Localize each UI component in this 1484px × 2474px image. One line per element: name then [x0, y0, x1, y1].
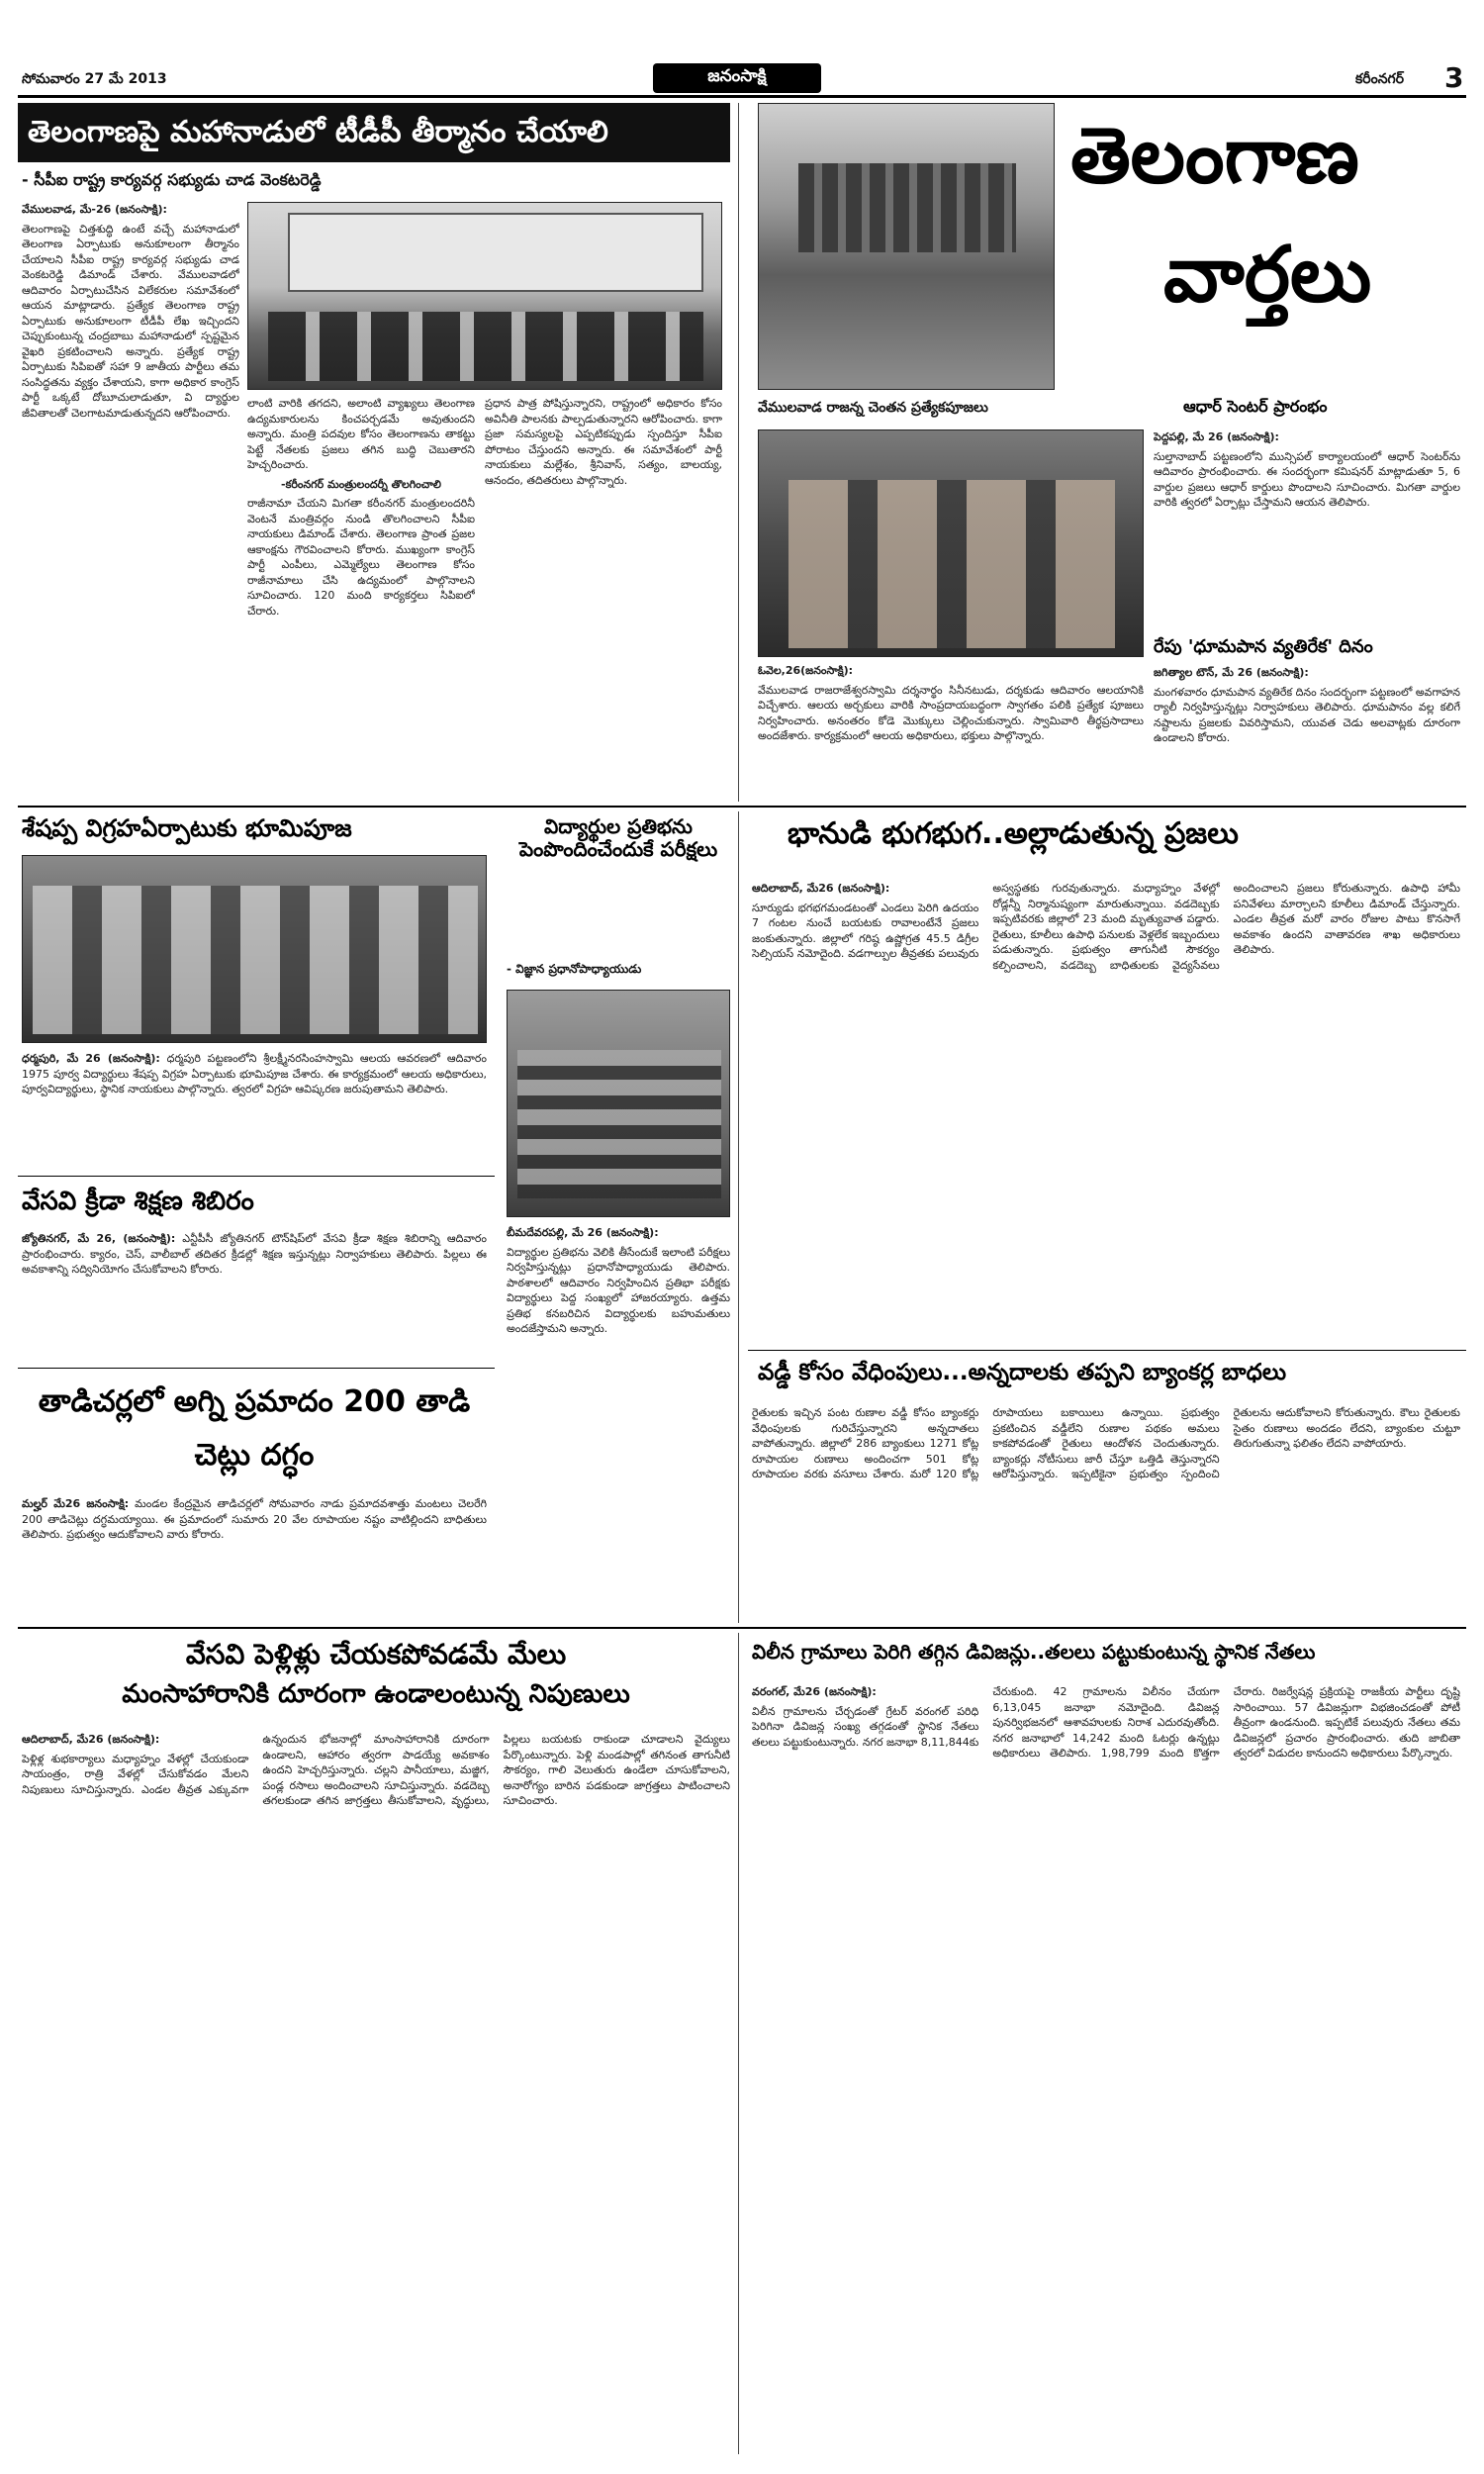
- top-story: [18, 103, 730, 802]
- students-dateline: బీమదేవరపల్లి, మే 26 (జనంసాక్షి):: [507, 1226, 659, 1239]
- summer-camp-dateline: జ్యోతినగర్‌, మే 26, (జనంసాక్షి):: [22, 1232, 176, 1245]
- smoking-body: [1154, 665, 1460, 798]
- summer-camp-text: ఎన్టీపీసీ జ్యోతినగర్‌ టౌన్‌షిప్‌లో వేసవి క్రీడా శిక్షణ శిబిరాన్ని ఆదివారం ప్రారంభించారు. క్యారం, చెస్‌, వాలీబాల్‌ తదితర క్రీడల్లో శిక్షణ ఇస్తున్నట్లు నిర్వాహకులు తెలిపారు. పిల్లలు ఈ అవకాశాన్ని సద్వినియోగం చేసుకోవాలని కోరారు.: [22, 1232, 487, 1276]
- vaddi-story: [748, 1350, 1466, 1623]
- page-number: 3: [1444, 61, 1464, 94]
- top-story-col-3: [485, 396, 722, 796]
- weddings-text: పెళ్లిళ్ల శుభకార్యాలు మధ్యాహ్నం వేళల్లో చేయకుండా సాయంత్రం, రాత్రి వేళల్లో చేసుకోవడం మేలని నిపుణులు సూచిస్తున్నారు. ఎండల తీవ్రత ఎక్కువగా ఉన్నందున భోజనాల్లో మాంసాహారానికి దూరంగా ఉండాలని, ఆహారం త్వరగా పాడయ్యే అవకాశం ఉందని హెచ్చరిస్తున్నారు. చల్లని పానీయాలు, మజ్జిగ, పండ్ల రసాలు అందించాలని సూచిస్తున్నారు. వడదెబ్బ తగలకుండా తగిన జాగ్రత్తలు తీసుకోవాలని, వృద్ధులు, పిల్లలు బయటకు రాకుండా చూడాలని వైద్యులు పేర్కొంటున్నారు. పెళ్లి మండపాల్లో తగినంత తాగునీటి సౌకర్యం, గాలి వెలుతురు ఉండేలా చూసుకోవాలని, అనారోగ్యం బారిన పడకుండా జాగ్రత్తలు పాటించాలని సూచించారు.: [22, 1733, 730, 1807]
- top-story-body-3: రాజీనామా చేయని మిగతా కరీంనగర్‌ మంత్రులందరినీ వెంటనే మంత్రివర్గం నుండి తొలగించాలని సీపీఐ నాయకులు డిమాండ్‌ చేశారు. తెలంగాణ ప్రాంత ప్రజల ఆకాంక్షను గౌరవించాలని కోరారు. ముఖ్యంగా కాంగ్రెస్‌ పార్టీ ఎంపీలు, ఎమ్మెల్యేలు తెలంగాణ కోసం రాజీనామాలు చేసి ఉద్యమంలో పాల్గొనాలని సూచించారు. 120 మంది కార్యకర్తలు సిపిఐలో చేరారు.: [247, 497, 475, 618]
- top-story-subcaption: -కరీంనగర్‌ మంత్రులందర్నీ తొలగించాలి: [281, 477, 441, 491]
- press-club-banner: [288, 213, 703, 292]
- top-story-col-1: [22, 202, 239, 796]
- summer-weddings-story: [18, 1633, 734, 2454]
- sheshappa-story: [18, 811, 495, 1168]
- students-story: [503, 811, 734, 1623]
- sheshappa-body: [22, 1051, 487, 1162]
- top-story-headline: తెలంగాణపై మహానాడులో టీడీపీ తీర్మానం చేయాలి: [28, 114, 608, 149]
- smoking-text: మంగళవారం ధూమపాన వ్యతిరేక దినం సందర్భంగా పట్టణంలో అవగాహన ర్యాలీ నిర్వహిస్తున్నట్లు నిర్వాహకులు తెలిపారు. ధూమపానం వల్ల కలిగే నష్టాలను ప్రజలకు వివరిస్తామని, యువత చెడు అలవాట్లకు దూరంగా ఉండాలని కోరారు.: [1154, 685, 1460, 744]
- sheshappa-headline: శేషప్ప విగ్రహఏర్పాటుకు భూమిపూజ: [22, 814, 352, 842]
- students-text: విద్యార్థుల ప్రతిభను వెలికి తీసేందుకే ఇలాంటి పరీక్షలు నిర్వహిస్తున్నట్లు ప్రధానోపాధ్యాయుడు తెలిపారు. పాఠశాలలో ఆదివారం నిర్వహించిన ప్రతిభా పరీక్షకు విద్యార్థులు పెద్ద సంఖ్యలో హాజరయ్యారు. ఉత్తమ ప్రతిభ కనబరిచిన విద్యార్థులకు బహుమతులు అందజేస్తామని అన్నారు.: [507, 1245, 730, 1335]
- top-story-byline: - సీపీఐ రాష్ట్ర కార్యవర్గ సభ్యుడు చాడ వెంకటరెడ్డి: [22, 170, 322, 189]
- students-byline: - విజ్ఞాన ప్రధానోపాధ్యాయుడు: [507, 962, 642, 976]
- aadhar-dateline: పెద్దపల్లి, మే 26 (జనంసాక్షి):: [1154, 430, 1279, 443]
- sheshappa-text: ధర్మపురి పట్టణంలోని శ్రీలక్ష్మీనరసింహస్వామి ఆలయ ఆవరణలో ఆదివారం 1975 పూర్వ విద్యార్థులు శేషప్ప విగ్రహ ఏర్పాటుకు భూమిపూజ చేశారు. ఈ కార్యక్రమంలో ఆలయ అధికారులు, పూర్వవిద్యార్థులు, స్థానిక నాయకులు పాల్గొన్నారు. త్వరలో విగ్రహ ఆవిష్కరణ జరుపుతామని తెలిపారు.: [22, 1052, 487, 1095]
- section-rule-1: [18, 806, 1466, 808]
- weddings-headline-2: మంసాహారానికి దూరంగా ఉండాలంటున్న నిపుణులు: [122, 1679, 630, 1709]
- masthead-rule: [18, 95, 1466, 98]
- weddings-dateline: ఆదిలాబాద్‌, మే26 (జనంసాక్షి):: [22, 1733, 160, 1746]
- mid-divider: [738, 811, 739, 1623]
- section-rule-2: [18, 1627, 1466, 1629]
- summer-camp-body: [22, 1231, 487, 1360]
- smoking-dateline: జగిత్యాల టౌన్‌, మే 26 (జనంసాక్షి):: [1154, 666, 1309, 679]
- students-body: [507, 1225, 730, 1619]
- aadhar-body: [1154, 429, 1460, 627]
- fire-story: [18, 1368, 495, 1615]
- top-story-col-2: [247, 396, 475, 796]
- bottom-divider: [738, 1633, 739, 2454]
- fire-headline: తాడిచర్లలో అగ్ని ప్రమాదం 200 తాడి చెట్లు దగ్ధం: [38, 1384, 471, 1473]
- top-story-body-4: ప్రధాన పాత్ర పోషిస్తున్నారని, రాష్ట్రంలో అధికారం కోసం అవినీతి పాలనకు పాల్పడుతున్నారని ఆరోపించారు. కాగా ప్రజా సమస్యలపై ఎప్పటికప్పుడు స్పందిస్తూ సీపీఐ పోరాటం చేస్తుందని అన్నారు. ఈ సమావేశంలో పార్టీ నాయకులు మల్లేశం, శ్రీనివాస్‌, సత్యం, బాలయ్య, ఆనందం, తదితరులు పాల్గొన్నారు.: [485, 397, 722, 487]
- aadhar-headline: ఆధార్‌ సెంటర్‌ ప్రారంభం: [1183, 397, 1328, 416]
- villages-body: [752, 1684, 1460, 2450]
- exam-hall-photo: [507, 990, 730, 1217]
- section-title-line2: వార్తలు: [1163, 231, 1372, 320]
- bhanudu-headline: భానుడి భుగభుగ..అల్లాడుతున్న ప్రజలు: [788, 816, 1239, 851]
- masthead-logo: [653, 63, 821, 93]
- villages-dateline: వరంగల్‌, మే26 (జనంసాక్షి):: [752, 1685, 877, 1698]
- temple-dateline: ఓవెల,26(జనంసాక్షి):: [758, 664, 854, 677]
- masthead-date: సోమవారం 27 మే 2013: [22, 71, 167, 87]
- section-title-line1: తెలంగాణ: [1070, 112, 1359, 201]
- fort-photo: [758, 103, 1055, 390]
- paper-name: జనంసాక్షి: [707, 66, 767, 86]
- bhanudu-story: [748, 811, 1466, 1346]
- fire-dateline: మల్హర్‌ మే26 జనంసాక్షి:: [22, 1497, 130, 1510]
- top-divider: [738, 103, 739, 802]
- fort-walls: [798, 163, 1016, 252]
- masthead-edition: కరీంనగర్: [1355, 71, 1404, 87]
- masthead: [0, 0, 1484, 99]
- temple-text: వేములవాడ రాజరాజేశ్వరస్వామి దర్శనార్థం సినీనటుడు, దర్శకుడు ఆదివారం ఆలయానికి విచ్చేశారు. ఆలయ అర్చకులు వారికి సాంప్రదాయబద్ధంగా స్వాగతం పలికి ప్రత్యేక పూజలు నిర్వహించారు. అనంతరం కోడె మొక్కులు చెల్లించుకున్నారు. స్వామివారి తీర్థప్రసాదాలు అందజేశారు. కార్యక్రమంలో ఆలయ అధికారులు, భక్తులు పాల్గొన్నారు.: [758, 683, 1144, 742]
- ceremony-figures: [33, 886, 478, 1034]
- desks: [517, 1050, 721, 1198]
- top-story-headline-bar: [18, 103, 730, 162]
- top-story-body-2: లాంటి వారికి తగదని, అలాంటి వ్యాఖ్యలు తెలంగాణ ఉద్యమకారులను కించపర్చడమే అవుతుందని అన్నారు. మంత్రి పదవుల కోసం తెలంగాణను తాకట్టు పెట్టే నేతలకు ప్రజలు తగిన బుద్ధి చెబుతారని హెచ్చరించారు.: [247, 397, 475, 471]
- summer-camp-story: [18, 1176, 495, 1364]
- temple-photo-caption: వేములవాడ రాజన్న చెంతన ప్రత్యేకపూజలు: [758, 400, 988, 416]
- weddings-headline-1: వేసవి పెళ్లిళ్లు చేయకపోవడమే మేలు: [185, 1638, 567, 1670]
- vaddi-headline: వడ్డీ కోసం వేధింపులు...అన్నదాలకు తప్పని బ్యాంకర్ల బాధలు: [758, 1360, 1287, 1385]
- bhanudu-text: సూర్యుడు భగభగమండటంతో ఎండలు పెరిగి ఉదయం 7 గంటల నుంచే బయటకు రావాలంటేనే ప్రజలు జంకుతున్నారు. జిల్లాలో గరిష్ఠ ఉష్ణోగ్రత 45.5 డిగ్రీల సెల్సియస్‌ నమోదైంది. వడగాల్పుల తీవ్రతకు పలువురు అస్వస్థతకు గురవుతున్నారు. మధ్యాహ్నం వేళల్లో రోడ్లన్నీ నిర్మానుష్యంగా మారుతున్నాయి. వడదెబ్బకు ఇప్పటివరకు జిల్లాలో 23 మంది మృత్యువాత పడ్డారు. రైతులు, కూలీలు ఉపాధి పనులకు వెళ్లలేక ఇబ్బందులు పడుతున్నారు. ప్రభుత్వం తాగునీటి సౌకర్యం కల్పించాలని, వడదెబ్బ బాధితులకు వైద్యసేవలు అందించాలని ప్రజలు కోరుతున్నారు. ఉపాధి హామీ పనివేళలు మార్చాలని కూలీలు డిమాండ్‌ చేస్తున్నారు. ఎండల తీవ్రత మరో వారం రోజుల పాటు కొనసాగే అవకాశం ఉందని వాతావరణ శాఖ అధికారులు తెలిపారు.: [752, 882, 1460, 972]
- bhanudu-dateline: ఆదిలాబాద్‌, మే26 (జనంసాక్షి):: [752, 882, 890, 895]
- fire-rule: [18, 1368, 495, 1369]
- temple-body: [758, 663, 1144, 798]
- vaddi-body: [752, 1405, 1460, 1619]
- weddings-body: [22, 1732, 730, 2450]
- villages-text: విలీన గ్రామాలను చేర్చడంతో గ్రేటర్‌ వరంగల్‌ పరిధి పెరిగినా డివిజన్ల సంఖ్య తగ్గడంతో స్థానిక నేతలు తలలు పట్టుకుంటున్నారు. నగర జనాభా 8,11,844కు చేరుకుంది. 42 గ్రామాలను విలీనం చేయగా 6,13,045 జనాభా నమోదైంది. డివిజన్ల పునర్విభజనలో ఆశావహులకు నిరాశ ఎదురవుతోంది. నగర జనాభాలో 14,242 మంది ఓటర్లు ఉన్నట్లు అధికారులు తెలిపారు. 1,98,799 మంది కొత్తగా చేరారు. రిజర్వేషన్ల ప్రక్రియపై రాజకీయ పార్టీలు దృష్టి సారించాయి. 57 డివిజన్లుగా విభజించడంతో పోటీ తీవ్రంగా ఉండనుంది. ఇప్పటికే పలువురు నేతలు తమ డివిజన్లలో ప్రచారం ప్రారంభించారు. తుది జాబితా త్వరలో విడుదల కానుందని అధికారులు పేర్కొన్నారు.: [752, 1685, 1460, 1760]
- sheshappa-photo: [22, 855, 487, 1043]
- people-silhouettes: [268, 312, 703, 381]
- bhanudu-body: [752, 881, 1460, 1342]
- fire-text: మండల కేంద్రమైన తాడిచర్లలో సోమవారం నాడు ప్రమాదవశాత్తు మంటలు చెలరేగి 200 తాడిచెట్లు దగ్ధమయ్యాయి. ఈ ప్రమాదంలో సుమారు 20 వేల రూపాయల నష్టం వాటిల్లిందని బాధితులు తెలిపారు. ప్రభుత్వం ఆదుకోవాలని వారు కోరారు.: [22, 1497, 487, 1541]
- summer-camp-rule: [18, 1176, 495, 1177]
- top-story-dateline: వేములవాడ, మే-26 (జనంసాక్షి):: [22, 203, 167, 216]
- telangana-varthalu-section: [748, 103, 1466, 802]
- smoking-headline: రేపు 'ధూమపాన వ్యతిరేక' దినం: [1154, 636, 1373, 657]
- sheshappa-dateline: ధర్మపురి, మే 26 (జనంసాక్షి):: [22, 1052, 160, 1065]
- students-headline: విద్యార్థుల ప్రతిభను పెంపొందించేందుకే పరీక్షలు: [518, 814, 718, 861]
- villages-story: [748, 1633, 1466, 2454]
- temple-figures: [788, 480, 1115, 648]
- vaddi-rule: [748, 1350, 1466, 1351]
- aadhar-text: సుల్తానాబాద్‌ పట్టణంలోని మున్సిపల్‌ కార్యాలయంలో ఆధార్‌ సెంటర్‌ను ఆదివారం ప్రారంభించారు. ఈ సందర్భంగా కమిషనర్‌ మాట్లాడుతూ 5, 6 వార్డుల ప్రజలు ఆధార్‌ కార్డులు పొందాలని సూచించారు. మిగతా వార్డుల వారికి త్వరలో ఏర్పాట్లు చేస్తామని ఆయన తెలిపారు.: [1154, 449, 1460, 509]
- villages-headline: విలీన గ్రామాలు పెరిగి తగ్గిన డివిజన్లు..తలలు పట్టుకుంటున్న స్థానిక నేతలు: [752, 1640, 1316, 1664]
- temple-photo: [758, 429, 1144, 657]
- press-club-photo: [247, 202, 722, 390]
- summer-camp-headline: వేసవి క్రీడా శిక్షణ శిబిరం: [22, 1187, 254, 1216]
- fire-body: [22, 1496, 487, 1611]
- top-story-body-1: తెలంగాణపై చిత్తశుద్ధి ఉంటే వచ్చే మహానాడులో తెలంగాణ ఏర్పాటుకు అనుకూలంగా తీర్మానం చేయాలని సీపీఐ రాష్ట్ర కార్యవర్గ సభ్యుడు చాడ వెంకటరెడ్డి డిమాండ్‌ చేశారు. వేములవాడలో ఆదివారం ఏర్పాటుచేసిన విలేకరుల సమావేశంలో ఆయన మాట్లాడారు. ప్రత్యేక తెలంగాణ రాష్ట్ర ఏర్పాటుకు అనుకూలంగా టీడీపీ లేఖ ఇచ్చిందని చెప్పుకుంటున్న చంద్రబాబు మహానాడులో స్పష్టమైన వైఖరి ప్రకటించాలని అన్నారు. ప్రత్యేక రాష్ట్ర ఏర్పాటుకు సిపిఐతో సహా 9 జాతీయ పార్టీలు తమ సంసిద్ధతను వ్యక్తం చేశాయని, కాగా అధికార కాంగ్రెస్‌ పార్టీ ఒక్కటే దోబూచులాడుతూ, వి ద్యార్థుల జీవితాలతో చెలగాటమాడుతున్నదని ఆరోపించారు.: [22, 222, 239, 420]
- vaddi-text: రైతులకు ఇచ్చిన పంట రుణాల వడ్డీ కోసం బ్యాంకర్లు వేధింపులకు గురిచేస్తున్నారని అన్నదాతలు వాపోతున్నారు. జిల్లాలో 286 బ్యాంకులు 1271 కోట్ల రూపాయల రుణాలు అందించగా 501 కోట్ల రూపాయల వరకు వసూలు చేశారు. మరో 120 కోట్ల రూపాయలు బకాయిలు ఉన్నాయి. ప్రభుత్వం ప్రకటించిన వడ్డీలేని రుణాల పథకం అమలు కాకపోవడంతో రైతులు ఆందోళన చెందుతున్నారు. బ్యాంకర్లు నోటీసులు జారీ చేస్తూ ఒత్తిడి తెస్తున్నారని ఆరోపిస్తున్నారు. ఇప్పటికైనా ప్రభుత్వం స్పందించి రైతులను ఆదుకోవాలని కోరుతున్నారు. కౌలు రైతులకు సైతం రుణాలు అందడం లేదని, బ్యాంకుల చుట్టూ తిరుగుతున్నా ఫలితం లేదని వాపోయారు.: [752, 1406, 1460, 1480]
